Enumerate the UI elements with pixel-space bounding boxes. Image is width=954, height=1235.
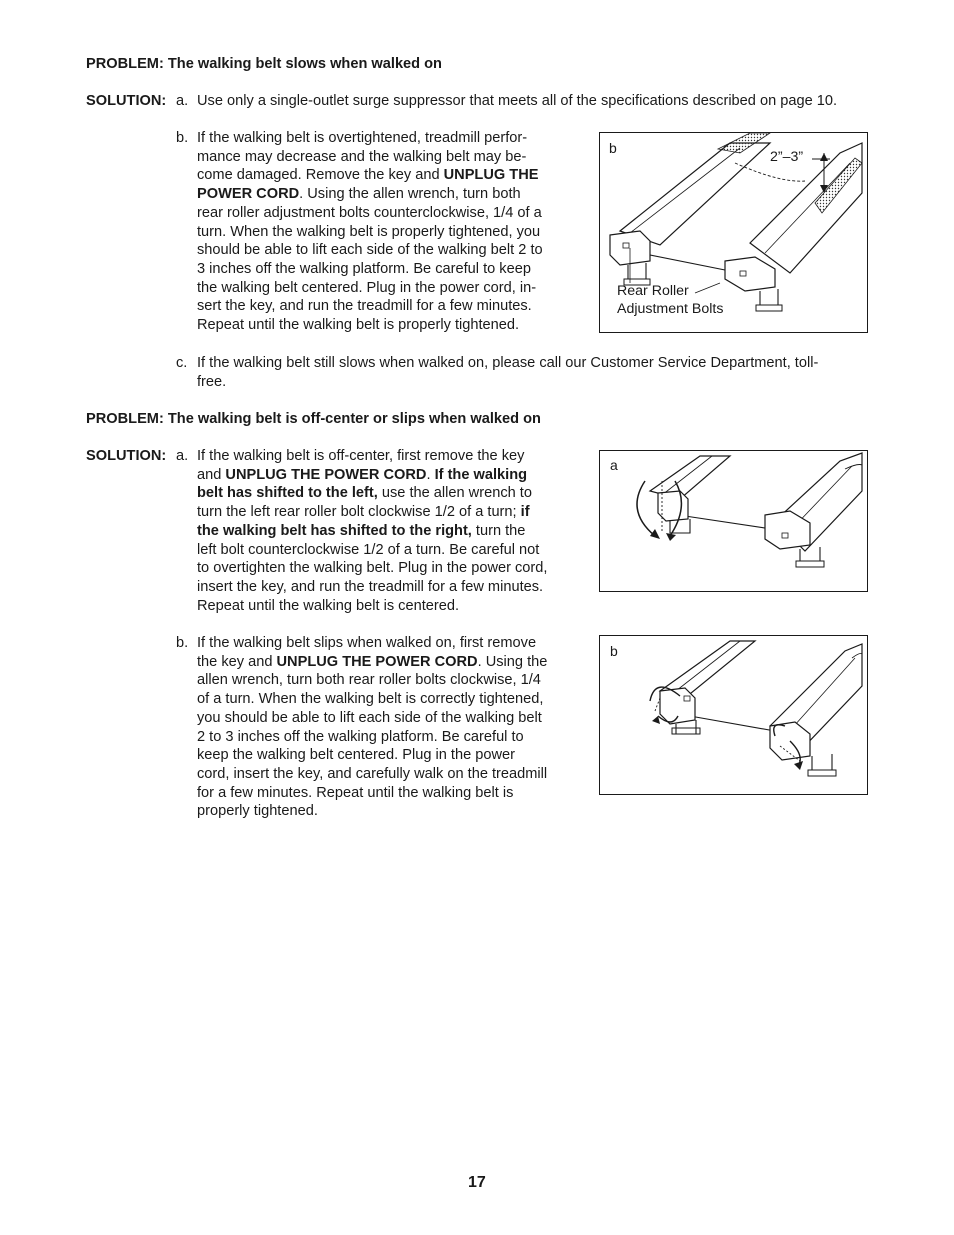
text-span: turn the	[471, 522, 526, 539]
text-line: free.	[197, 373, 227, 390]
solution-2a-text	[197, 447, 582, 615]
text-emphasis: the walking belt has shifted to the right,	[197, 522, 472, 539]
text-emphasis: If the walking	[434, 466, 528, 483]
text-line	[197, 653, 582, 672]
text-line	[197, 185, 577, 204]
text-line: Repeat until the walking belt is centered.	[197, 597, 460, 614]
text-line: turn. When the walking belt is properly tightened, you	[197, 223, 541, 240]
figure-letter: b	[609, 140, 617, 156]
text-line	[197, 522, 582, 541]
text-line: 3 inches off the walking platform. Be careful to keep	[197, 260, 531, 277]
text-line: left bolt counterclockwise 1/2 of a turn. Be careful not	[197, 541, 540, 558]
text-line: should be able to lift each side of the walking belt 2 to	[197, 242, 543, 259]
text-span: and	[197, 466, 226, 483]
text-span: the key and	[197, 653, 277, 670]
solution-1c-text	[197, 354, 867, 391]
treadmill-rear-illustration-a	[600, 451, 869, 593]
problem-2-heading: PROBLEM: The walking belt is off-center or slips when walked on	[86, 411, 541, 427]
rear-roller-label-line1: Rear Roller	[617, 283, 689, 299]
text-line: allen wrench, turn both rear roller bolts clockwise, 1/4	[197, 672, 541, 689]
text-line: insert the key, and run the treadmill for a few minutes.	[197, 578, 544, 595]
text-line: of a turn. When the walking belt is correctly tightened,	[197, 691, 544, 708]
text-line: cord, insert the key, and carefully walk on the treadmill	[197, 765, 548, 782]
text-line: rear roller adjustment bolts counterclockwise, 1/4 of a	[197, 204, 542, 221]
text-line	[197, 166, 577, 185]
text-span: use the allen wrench to	[377, 485, 532, 502]
text-line: Repeat until the walking belt is properly tightened.	[197, 317, 520, 334]
text-line: properly tightened.	[197, 803, 318, 820]
treadmill-rear-illustration-b	[600, 636, 869, 796]
figure-belt-tension	[599, 132, 868, 333]
text-emphasis: if	[520, 504, 530, 521]
solution-1a-marker: a.	[176, 93, 189, 109]
text-line	[197, 503, 582, 522]
problem-1-solution-label: SOLUTION:	[86, 93, 167, 109]
text-line: to overtighten the walking belt. Plug in the power cord,	[197, 560, 548, 577]
figure-letter: a	[610, 457, 618, 473]
text-span: turn the left rear roller bolt clockwise 1/2 of a turn;	[197, 504, 521, 521]
rear-roller-label-line2: Adjustment Bolts	[617, 301, 724, 317]
text-line	[197, 466, 582, 485]
text-span: . Using the allen wrench, turn both	[299, 186, 521, 203]
text-line: for a few minutes. Repeat until the walking belt is	[197, 784, 514, 801]
text-line: 2 to 3 inches off the walking platform. Be careful to	[197, 728, 524, 745]
text-line: If the walking belt is off-center, first remove the key	[197, 448, 525, 464]
text-line	[197, 484, 582, 503]
text-line: you should be able to lift each side of the walking belt	[197, 709, 542, 726]
unplug-emphasis: UNPLUG THE POWER CORD	[225, 466, 427, 483]
solution-2b-text	[197, 634, 582, 821]
text-line: sert the key, and run the treadmill for a few minutes.	[197, 298, 532, 315]
solution-2b-marker: b.	[176, 635, 189, 651]
text-line: If the walking belt still slows when walked on, please call our Customer Service Department, toll-	[197, 355, 819, 371]
text-span: come damaged. Remove the key and	[197, 167, 444, 184]
unplug-emphasis: UNPLUG THE	[443, 167, 539, 184]
text-line: If the walking belt slips when walked on, first remove	[197, 635, 537, 651]
problem-1-heading: PROBLEM: The walking belt slows when walked on	[86, 56, 442, 72]
text-span: . Using the	[477, 653, 548, 670]
text-line: mance may decrease and the walking belt may be-	[197, 148, 527, 165]
text-line: If the walking belt is overtightened, treadmill perfor-	[197, 130, 528, 146]
solution-1b-marker: b.	[176, 130, 189, 146]
unplug-emphasis: UNPLUG THE POWER CORD	[276, 653, 478, 670]
text-emphasis: belt has shifted to the left,	[197, 485, 378, 502]
text-line: the walking belt centered. Plug in the power cord, in-	[197, 279, 537, 296]
solution-2a-marker: a.	[176, 448, 189, 464]
solution-1a-text: Use only a single-outlet surge suppressor that meets all of the specifications described on page 10.	[197, 93, 838, 109]
text-line: keep the walking belt centered. Plug in the power	[197, 747, 516, 764]
figure-belt-centering	[599, 450, 868, 592]
page-number: 17	[468, 1174, 486, 1191]
power-cord-emphasis: POWER CORD	[197, 186, 300, 203]
figure-belt-slip	[599, 635, 868, 795]
solution-1b-text	[197, 129, 577, 335]
figure-letter: b	[610, 643, 618, 659]
problem-2-solution-label: SOLUTION:	[86, 448, 167, 464]
measurement-label: 2”–3”	[770, 149, 804, 165]
solution-1c-marker: c.	[176, 355, 188, 371]
text-span: .	[426, 466, 435, 483]
